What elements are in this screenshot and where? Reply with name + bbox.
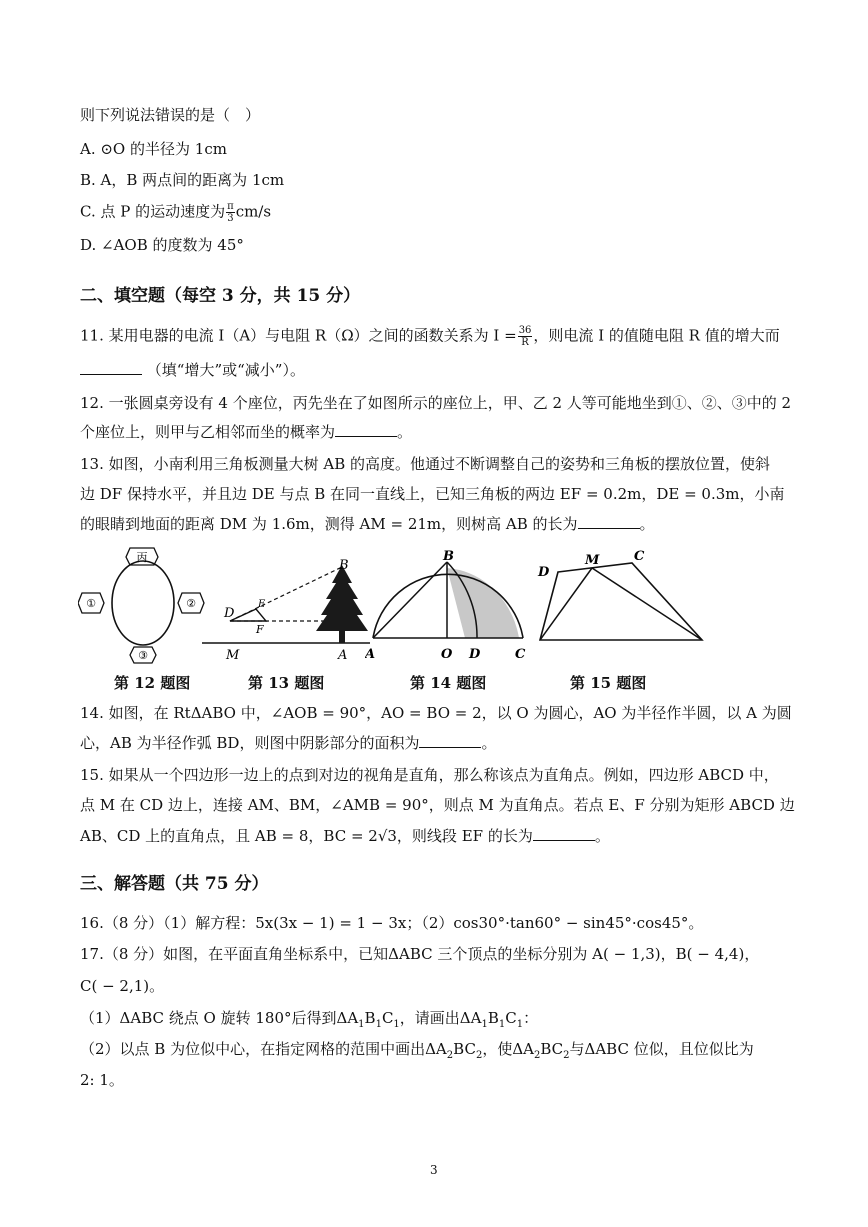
fraction-numerator: π <box>227 201 234 212</box>
q13-line3-end: 。 <box>639 515 655 533</box>
quadrilateral-abcd <box>540 563 702 640</box>
tree-trunk <box>339 631 345 643</box>
segment-ab <box>373 562 447 638</box>
q10-stem: 则下列说法错误的是（ ） <box>80 106 261 124</box>
fraction-denominator: 3 <box>227 213 234 224</box>
label-a: A <box>338 648 348 663</box>
q13-line2: 边 DF 保持水平，并且边 DE 与点 B 在同一直线上，已知三角板的两边 EF = 0.2m，DE = 0.3m，小南 <box>80 485 785 503</box>
subscript: 1 <box>393 1019 400 1030</box>
section-2-title: 二、填空题（每空 3 分，共 15 分） <box>80 286 361 306</box>
q10-option-a: A. ⊙O 的半径为 1cm <box>80 140 227 158</box>
q15-line3-end: 。 <box>594 827 610 845</box>
figure-15-caption: 第 15 题图 <box>570 674 647 692</box>
q10-option-c <box>80 201 271 224</box>
figure-14-caption: 第 14 题图 <box>410 674 487 692</box>
q17-part2-bc: BC <box>453 1040 476 1058</box>
q12-line2 <box>80 422 412 442</box>
round-table <box>112 561 174 645</box>
q15-line3 <box>80 826 610 846</box>
label-d: D <box>224 606 235 621</box>
seat-top-label: 丙 <box>136 551 148 564</box>
q10-option-b: B. A，B 两点间的距离为 1cm <box>80 171 285 189</box>
q17-part2 <box>80 1039 754 1066</box>
q17-line2: C( − 2,1)。 <box>80 977 165 995</box>
q17-part2-text: ，使ΔA <box>482 1040 534 1058</box>
q10-option-c-prefix: C. 点 P 的运动速度为 <box>80 202 226 221</box>
label-d: D <box>469 647 481 662</box>
q12-line2-text: 个座位上，则甲与乙相邻而坐的概率为 <box>80 423 336 441</box>
seat-left-label: ① <box>86 597 96 610</box>
q17-part2-line2: 2: 1。 <box>80 1071 124 1089</box>
subscript: 1 <box>375 1019 382 1030</box>
q10-option-d: D. ∠AOB 的度数为 45° <box>80 236 244 254</box>
label-c: C <box>634 549 645 564</box>
q17-part1 <box>80 1008 538 1035</box>
subscript: 2 <box>533 1050 541 1061</box>
subscript: 2 <box>446 1050 454 1061</box>
answer-blank[interactable] <box>80 360 142 375</box>
answer-blank[interactable] <box>335 422 397 437</box>
q16-text: 16.（8 分）（1）解方程：5x(3x − 1) = 1 − 3x；（2）cos30°·tan60° − sin45°·cos45°。 <box>80 914 704 932</box>
q11-line2 <box>80 360 305 380</box>
q17-part1-text: ，请画出ΔA <box>399 1009 482 1027</box>
q12-line2-end: 。 <box>397 423 413 441</box>
q10-option-c-fraction <box>226 201 235 224</box>
label-a: A <box>365 647 376 662</box>
subscript: 2 <box>563 1050 570 1061</box>
label-b: B <box>443 549 454 564</box>
q17-part2-text2: 与ΔABC 位似，且位似比为 <box>569 1040 754 1058</box>
section-3-title: 三、解答题（共 75 分） <box>80 874 269 894</box>
label-c: C <box>515 647 526 662</box>
figure-14 <box>365 548 543 666</box>
subscript: 1 <box>516 1019 524 1030</box>
q15-line3-text: AB、CD 上的直角点，且 AB = 8，BC = 2√3，则线段 EF 的长为 <box>80 827 533 845</box>
q17-line1: 17.（8 分）如图，在平面直角坐标系中，已知ΔABC 三个顶点的坐标分别为 A( − 1,3)，B( − 4,4)， <box>80 945 760 963</box>
q14-line2-text: 心，AB 为半径作弧 BD，则图中阴影部分的面积为 <box>80 734 420 752</box>
q14-line2 <box>80 733 496 753</box>
q17-part1-end: ： <box>523 1009 539 1027</box>
tree <box>316 565 368 631</box>
q15-line1: 15. 如果从一个四边形一边上的点到对边的视角是直角，那么称该点为直角点。例如，四边形 ABCD 中， <box>80 766 779 784</box>
q17-part1-prefix: （1）ΔABC 绕点 O 旋转 180°后得到ΔA <box>80 1009 359 1027</box>
q11-fraction <box>518 325 533 348</box>
q17-part2-bc: BC <box>540 1040 564 1058</box>
figure-12 <box>78 545 208 670</box>
label-f: F <box>256 623 264 636</box>
q17-part1-c: C <box>381 1009 394 1027</box>
q17-part1-b: B <box>487 1009 499 1027</box>
q10-option-c-suffix: cm/s <box>235 202 272 221</box>
answer-blank[interactable] <box>419 733 481 748</box>
q14-line2-end: 。 <box>481 734 497 752</box>
figure-12-caption: 第 12 题图 <box>114 674 191 692</box>
subscript: 1 <box>481 1019 488 1030</box>
q11-line2-text: （填“增大”或“减小”）。 <box>146 361 305 379</box>
subscript: 1 <box>498 1019 506 1030</box>
figure-13 <box>200 555 378 665</box>
q13-line1: 13. 如图，小南利用三角板测量大树 AB 的高度。他通过不断调整自己的姿势和三角板的摆放位置，使斜 <box>80 455 771 473</box>
fraction-numerator: 36 <box>518 325 532 336</box>
answer-blank[interactable] <box>578 514 640 529</box>
q13-line3 <box>80 514 655 534</box>
subscript: 2 <box>475 1050 483 1061</box>
q13-line3-text: 的眼睛到地面的距离 DM 为 1.6m，测得 AM = 21m，则树高 AB 的长为 <box>80 515 578 533</box>
label-d: D <box>538 565 550 580</box>
page-number: 3 <box>430 1163 438 1177</box>
q14-line1: 14. 如图，在 RtΔABO 中，∠AOB = 90°，AO = BO = 2，以 O 为圆心，AO 为半径作半圆，以 A 为圆 <box>80 704 792 722</box>
q15-line2: 点 M 在 CD 边上，连接 AM、BM，∠AMB = 90°，则点 M 为直角点。若点 E、F 分别为矩形 ABCD 边 <box>80 796 795 814</box>
label-m: M <box>585 553 600 568</box>
q11-suffix: ，则电流 I 的值随电阻 R 值的增大而 <box>533 326 780 345</box>
subscript: 1 <box>358 1019 365 1030</box>
label-e: E <box>258 599 266 610</box>
seat-right-label: ② <box>186 597 196 610</box>
figure-15 <box>532 546 712 646</box>
answer-blank[interactable] <box>533 826 595 841</box>
seat-bottom-label: ③ <box>138 649 148 662</box>
q17-part1-c: C <box>505 1009 517 1027</box>
label-o: O <box>441 647 453 662</box>
label-b: B <box>339 558 349 573</box>
set-square <box>230 609 266 621</box>
q12-line1: 12. 一张圆桌旁设有 4 个座位，丙先坐在了如图所示的座位上，甲、乙 2 人等可能地坐到①、②、③中的 2 <box>80 394 792 412</box>
fraction-denominator: R <box>521 337 529 348</box>
figure-13-caption: 第 13 题图 <box>248 674 325 692</box>
label-m: M <box>226 648 240 663</box>
q17-part2-prefix: （2）以点 B 为位似中心，在指定网格的范围中画出ΔA <box>80 1040 447 1058</box>
q11-prefix: 11. 某用电器的电流 I（A）与电阻 R（Ω）之间的函数关系为 I = <box>80 326 517 345</box>
q17-part1-b: B <box>364 1009 376 1027</box>
q11-line1 <box>80 325 780 348</box>
